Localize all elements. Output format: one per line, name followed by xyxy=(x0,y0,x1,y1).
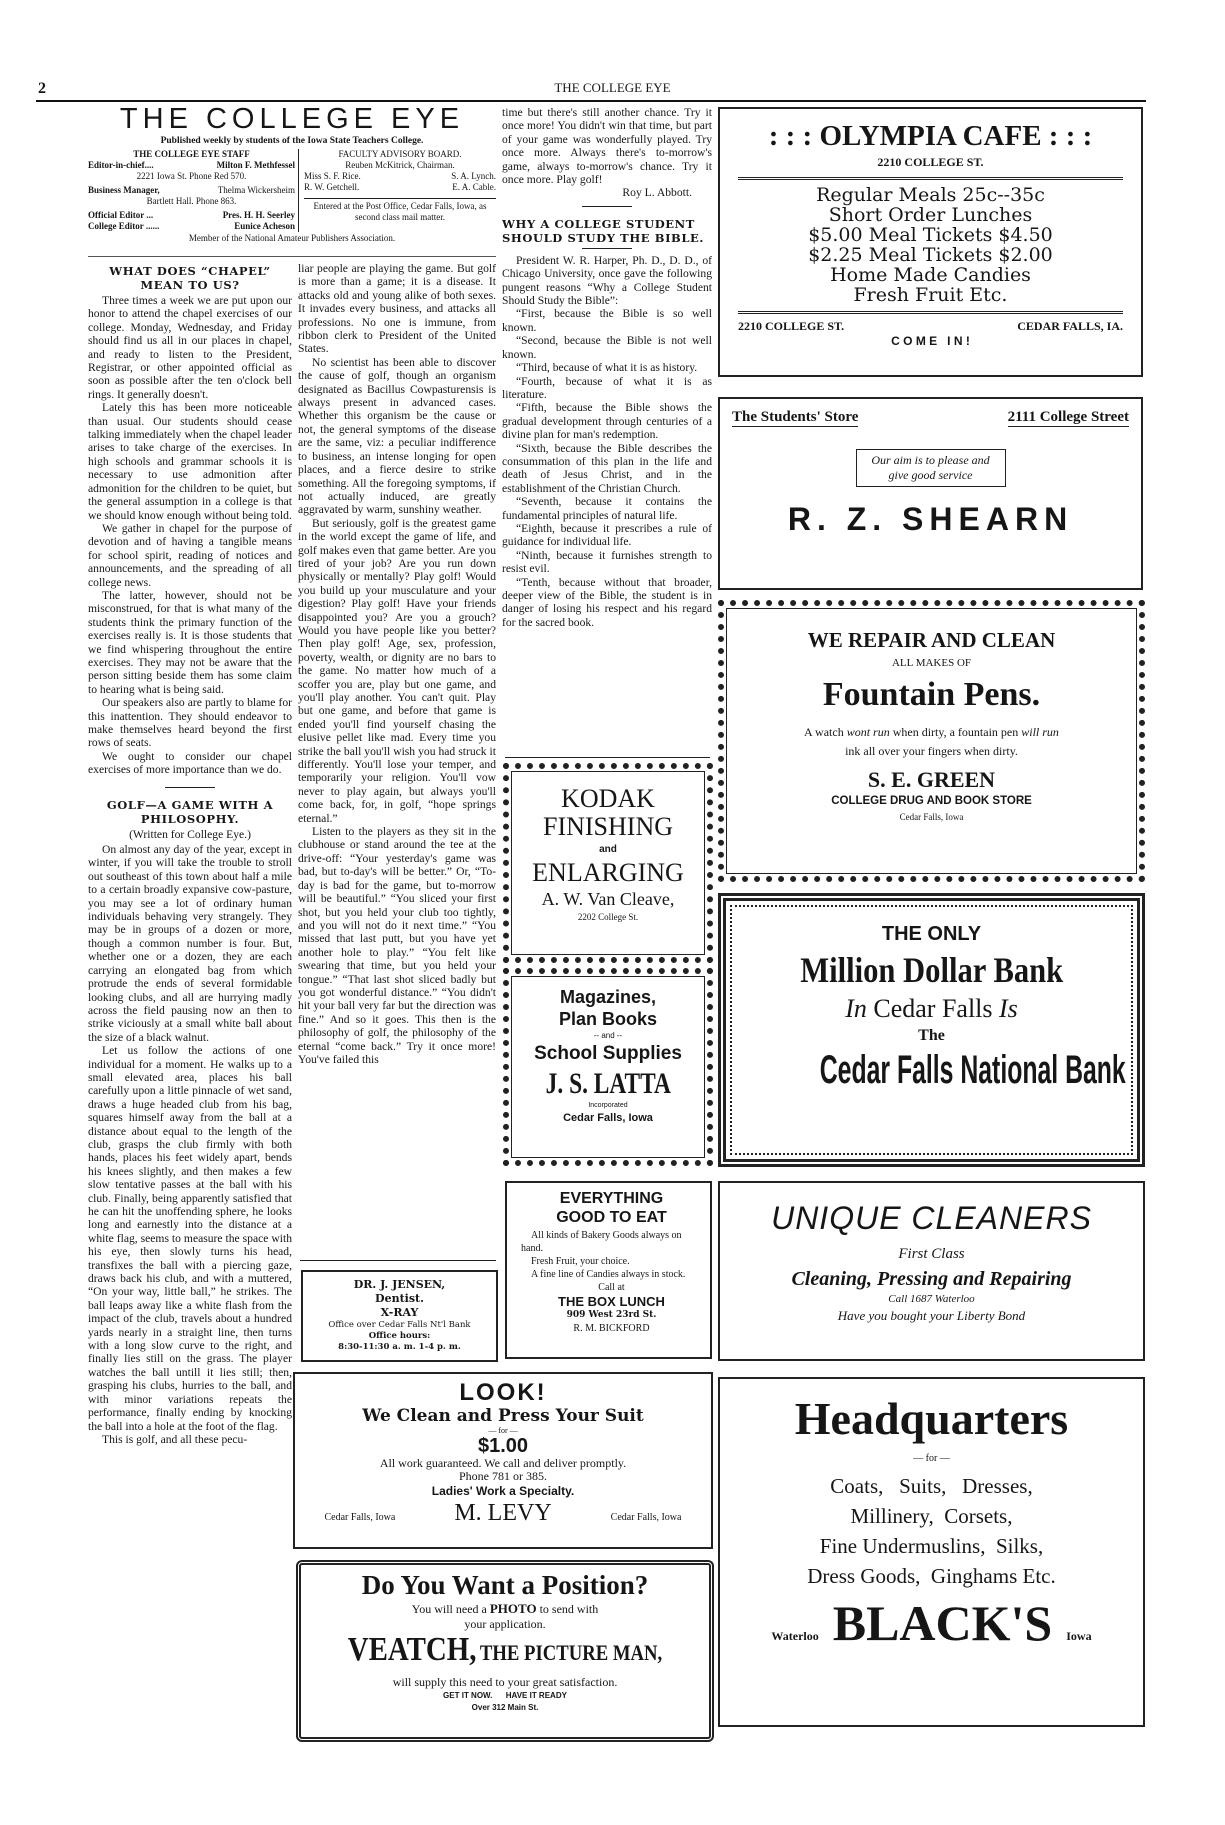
green-copy: A watch xyxy=(804,725,847,739)
article-paragraph: President W. R. Harper, Ph. D., D. D., of Chicago University, once gave the following pungent reasons “Why a College Student Should Study the Bible”: xyxy=(502,253,712,308)
box-address: 909 West 23rd St. xyxy=(566,1310,657,1320)
blacks-city: Iowa xyxy=(1066,1629,1092,1643)
separator xyxy=(582,248,632,249)
unique-line2: Cleaning, Pressing and Repairing xyxy=(791,1268,1072,1290)
shearn-motto: Our aim is to please and give good service xyxy=(856,449,1006,487)
box-text: Fresh Fruit, your choice. xyxy=(531,1256,630,1267)
ad-jensen xyxy=(301,1270,498,1362)
blacks-item: Coats, Suits, Dresses, xyxy=(830,1474,1033,1498)
levy-for: — for — xyxy=(488,1426,518,1435)
box-name: THE BOX LUNCH xyxy=(558,1294,665,1309)
bible-heading: WHY A COLLEGE STUDENT SHOULD STUDY THE BIBLE. xyxy=(502,216,705,245)
article-paragraph: “First, because the Bible is so well known. xyxy=(502,307,712,334)
article-paragraph: “Fourth, because of what it is as literature. xyxy=(502,374,712,401)
levy-city: Cedar Falls, Iowa xyxy=(610,1512,682,1523)
faculty-member: S. A. Lynch. xyxy=(451,171,496,181)
entered-notice: Entered at the Post Office, Cedar Falls, Iowa, as second class mail matter. xyxy=(313,201,487,222)
article-paragraph: We ought to consider our chapel exercises of more importance than we do. xyxy=(88,749,292,777)
latta-name xyxy=(509,1067,707,1101)
kodak-line1: KODAK xyxy=(561,784,655,813)
olympia-footer-address: 2210 COLLEGE ST. xyxy=(738,319,845,333)
faculty-heading: FACULTY ADVISORY BOARD. xyxy=(338,149,462,159)
latta-inc: Incorporated xyxy=(588,1102,628,1109)
olympia-address: 2210 COLLEGE ST. xyxy=(877,155,984,169)
olympia-item: Regular Meals 25c--35c xyxy=(816,184,1045,206)
unique-phone: Call 1687 Waterloo xyxy=(888,1293,975,1305)
green-city: Cedar Falls, Iowa xyxy=(899,812,964,822)
blacks-city: Waterloo xyxy=(771,1629,819,1643)
article-paragraph: “Second, because the Bible is not well known. xyxy=(502,334,712,361)
blacks-item: Fine Undermuslins, Silks, xyxy=(819,1534,1044,1558)
ad-green xyxy=(718,600,1145,882)
blacks-name: BLACK'S xyxy=(832,1595,1053,1651)
olympia-item: Fresh Fruit Etc. xyxy=(853,284,1008,306)
levy-phone: Phone 781 or 385. xyxy=(459,1469,547,1483)
veatch-text: will supply this need to your great satisfaction. xyxy=(392,1675,618,1689)
veatch-text: your application. xyxy=(464,1617,546,1631)
veatch-tag: THE PICTURE MAN, xyxy=(479,1640,663,1665)
olympia-item: Short Order Lunches xyxy=(828,204,1033,226)
bank-name: Cedar Falls National Bank xyxy=(819,1048,1126,1092)
box-call: Call at xyxy=(598,1282,625,1293)
green-line2: ALL MAKES OF xyxy=(891,657,972,669)
green-copy: ink all over your fingers when dirty. xyxy=(845,744,1018,758)
article-paragraph: “Fifth, because the Bible shows the gradual development through centuries of a divine plan for man's redemption. xyxy=(502,401,712,442)
box-text: All kinds of Bakery Goods always on hand. xyxy=(521,1230,682,1254)
article-paragraph: “Eighth, because it prescribes a rule of guidance for individual life. xyxy=(502,521,712,549)
college-label: College Editor ...... xyxy=(88,221,160,231)
article-paragraph: Let us follow the actions of one individual for a moment. He walks up to a small elevated area, places his ball carefully upon a little pinnacle of wet sand, draws a huge headed club from his bag, squares himself away from the ball at a distance about equal to the length of the club, grasps the club firmly with both hands, places his feet widely apart, bends his knees slightly, and then makes a few slow tentative passes at the ball with his club. Finally, being apparently satisfied that he can hit the unoffending sphere, he looks long and earnestly into the distance at a white flag, seems to measure the space with his eye, then slowly turns his head, transfixes the ball with a piercing gaze, draws back his club, and with a muttered, “On your way, little ball,” he strikes. The ball leaps away like a white flash from the impact of the club, travels about a hundred yards nearly in a straight line, then turns with a long slow curve to the right, and finally lies still on the grass. The player watches the ball untill it lies still; then, grasping his clubs, hurries to the ball, and with minor variations repeats the performance, finally ending by knocking the ball into a hole at the foot of the flag. xyxy=(88,1044,292,1433)
staff-heading: THE COLLEGE EYE STAFF xyxy=(133,149,250,159)
jensen-title: Dentist. xyxy=(375,1292,424,1305)
bank-line4: The xyxy=(918,1027,945,1044)
editor-label: Editor-in-chief.... xyxy=(88,160,154,170)
ad-kodak xyxy=(503,763,713,963)
veatch-photo: PHOTO xyxy=(489,1601,537,1616)
green-line3: Fountain Pens. xyxy=(822,676,1041,713)
green-copy: wont run xyxy=(846,725,890,739)
business-label: Business Manager, xyxy=(88,185,160,195)
masthead-title: THE COLLEGE EYE xyxy=(119,103,465,135)
levy-look: LOOK! xyxy=(459,1379,547,1406)
bank-line3: Is xyxy=(999,994,1018,1023)
bank-line2: Million Dollar Bank xyxy=(800,950,1063,990)
box-line2: GOOD TO EAT xyxy=(556,1209,667,1226)
green-copy: will run xyxy=(1021,725,1059,739)
page-number: 2 xyxy=(38,80,46,97)
official-label: Official Editor ... xyxy=(88,210,154,220)
veatch-address: Over 312 Main St. xyxy=(471,1703,539,1712)
green-store: COLLEGE DRUG AND BOOK STORE xyxy=(831,795,1032,807)
olympia-title: : : : OLYMPIA CAFE : : : xyxy=(768,120,1093,152)
unique-line1: First Class xyxy=(898,1246,965,1262)
blacks-item: Millinery, Corsets, xyxy=(850,1504,1013,1528)
ad-olympia xyxy=(718,107,1143,377)
veatch-get: GET IT NOW. xyxy=(443,1691,493,1700)
veatch-headline: Do You Want a Position? xyxy=(361,1570,649,1600)
article-paragraph: But seriously, golf is the greatest game in the world except the game of life, and golf makes even that game better. Are you tired of your job? Are you run down physically or mentally? Play golf! Would you build up your musculature and your digestion? Play golf! Have your friends disappointed you? Are you a grouch? Would you have people like you better? Then play golf! Age, sex, profession, poverty, wealth, or dignity are no bars to the game. No matter how much of a scoffer you are, play but one game, and you'll play another. You can't quit. Play but one game, and before that game is ended you'll find yourself chasing the elusive pellet like mad. Every time you strike the ball you'll wish you had struck it differently. You'll lose your temper, and temporarily your religion. You'll vow never to play again, but always you'll come back, for, in golf, “hope springs eternal.” xyxy=(298,516,496,825)
article-paragraph: The latter, however, should not be misconstrued, for that is what many of the students think the primary function of the exercises really is. It is those students that we find whispering throughout the entire exercises. They may not be aware that the person sitting beside them has some claim to hearing what is being said. xyxy=(88,588,292,696)
editor-address: 2221 Iowa St. Phone Red 570. xyxy=(136,171,247,181)
blacks-headline: Headquarters xyxy=(794,1393,1069,1444)
official-name: Pres. H. H. Seerley xyxy=(222,210,295,220)
jensen-name: DR. J. JENSEN, xyxy=(353,1278,446,1291)
column-1 xyxy=(88,262,292,1762)
blacks-item: Dress Goods, Ginghams Etc. xyxy=(807,1564,1056,1588)
olympia-item: $2.25 Meal Tickets $2.00 xyxy=(808,244,1053,266)
business-name: Thelma Wickersheim xyxy=(217,185,295,195)
latta-and: -- and -- xyxy=(593,1031,623,1040)
article-paragraph: Listen to the players as they sit in the clubhouse or stand around the tee at the drive-off: “Your yesterday's game was bad, but to-day's will be better.” Or, “To-day is bad for the game, but to-morrow will be beautiful.” “You sliced your first shot, but you held your club too tightly, and you will not do it next time.” “You missed that last putt, but you have yet another hole to play.” “You felt like swearing that time, but you held your tongue.” “That last shot sliced badly but you got wonderful distance.” “You didn't hit your ball very far but the direction was fine.” And so it goes. This then is the philosophy of golf, the philosophy of the eternal “come back.” Try it once more! You've failed this xyxy=(298,825,496,1066)
faculty-member: R. W. Getchell. xyxy=(304,182,360,192)
column-3 xyxy=(502,106,712,756)
article-paragraph: On almost any day of the year, except in winter, if you will take the trouble to stroll out southeast of this town about half a mile to a certain broadly expansive cow-pasture, you may see a lot of ordinary human individuals behaving very strangely. They may be in groups of a dozen or more, though a common number is four. But, whether one or a dozen, they are each carrying an elongated bag from which protrude the ends of several formidable looking clubs, and all are hurrying madly across the field pausing now an then to strike viciously at a small white ball about the size of a black walnut. xyxy=(88,843,292,1044)
levy-headline: We Clean and Press Your Suit xyxy=(362,1406,644,1426)
article-paragraph: “Ninth, because it furnishes strength to resist evil. xyxy=(502,548,712,576)
ad-blacks xyxy=(718,1377,1145,1727)
member-notice: Member of the National Amateur Publishers Association. xyxy=(188,233,396,243)
article-paragraph: Lately this has been more noticeable than usual. Our students should cease talking immediately when the chapel leader arises to take charge of the exercises. In high schools and grammar schools it is necessary to use admonition after admonition for the children to be quiet, but the general assumption in a college is that we should know enough without being told. xyxy=(88,401,292,522)
college-name: Eunice Acheson xyxy=(234,221,295,231)
shearn-address: 2111 College Street xyxy=(1007,409,1129,425)
kodak-name: A. W. Van Cleave, xyxy=(541,889,675,909)
levy-specialty: Ladies' Work a Specialty. xyxy=(431,1484,575,1498)
article-paragraph: Three times a week we are put upon our honor to attend the chapel exercises of our college. Monday, Wednesday, and Friday should find us all in our places in chapel, and ready to listen to the President, Registrar, or other appointed official as soon as possible after the ten o'clock bell rings. It generally doesn't. xyxy=(88,294,292,401)
masthead-subtitle: Published weekly by students of the Iowa State Teachers College. xyxy=(160,136,424,146)
shearn-store: The Students' Store xyxy=(732,409,859,425)
unique-bond: Have you bought your Liberty Bond xyxy=(837,1308,1026,1323)
box-line1: EVERYTHING xyxy=(559,1190,664,1207)
olympia-item: $5.00 Meal Tickets $4.50 xyxy=(808,224,1053,246)
article-paragraph: This is golf, and all these pecu- xyxy=(102,1432,248,1446)
golf-heading: GOLF—A GAME WITH A PHILOSOPHY. xyxy=(106,797,274,826)
veatch-text: You will need a xyxy=(411,1602,490,1616)
jensen-hours-label: Office hours: xyxy=(368,1331,431,1341)
article-paragraph: liar people are playing the game. But golf is more than a game; it is a disease. It attacks old and young alike of both sexes. It invades every business, and attacks all professions. No one is immune, from ribbon clerk to President of the United States. xyxy=(298,262,496,356)
veatch-have: HAVE IT READY xyxy=(505,1691,567,1700)
jensen-hours: 8:30-11:30 a. m. 1-4 p. m. xyxy=(338,1342,461,1352)
business-address: Bartlett Hall. Phone 863. xyxy=(146,196,237,206)
veatch-name: VEATCH, xyxy=(347,1631,477,1668)
green-copy: when dirty, a fountain pen xyxy=(889,725,1022,739)
bank-line3: In xyxy=(845,994,867,1023)
divider xyxy=(300,1260,496,1261)
latta-name-text: J. S. LATTA xyxy=(545,1067,671,1100)
article-paragraph: “Tenth, because without that broader, deeper view of the Bible, the student is in danger of losing his respect and his regard for the sacred book. xyxy=(502,575,712,629)
latta-line1: Magazines, xyxy=(559,987,657,1007)
article-paragraph: time but there's still another chance. Try it once more! You didn't win that time, but part of your game was wonderfully played. Try once more. Always there's to-morrow's game, always to-morrow's chance. Try it once more. Play golf! xyxy=(502,106,712,187)
ad-levy xyxy=(293,1372,713,1549)
jensen-service: X-RAY xyxy=(380,1306,419,1319)
unique-name: UNIQUE CLEANERS xyxy=(771,1200,1092,1236)
kodak-line2: FINISHING xyxy=(543,812,673,841)
editor-name: Milton F. Methfessel xyxy=(216,160,295,170)
veatch-text: to send with xyxy=(536,1602,599,1616)
shearn-name: R. Z. SHEARN xyxy=(787,501,1074,537)
kodak-and: and xyxy=(599,844,617,855)
latta-city: Cedar Falls, Iowa xyxy=(563,1112,653,1124)
latta-line3: School Supplies xyxy=(534,1043,682,1064)
faculty-member: E. A. Cable. xyxy=(452,182,496,192)
latta-line2: Plan Books xyxy=(558,1009,658,1029)
olympia-footer-city: CEDAR FALLS, IA. xyxy=(1017,319,1123,333)
blacks-for: — for — xyxy=(913,1453,950,1464)
green-name: S. E. GREEN xyxy=(867,767,996,792)
levy-city: Cedar Falls, Iowa xyxy=(324,1512,396,1523)
bank-line1: THE ONLY xyxy=(881,923,982,945)
ad-veatch xyxy=(296,1560,714,1742)
green-line1: WE REPAIR AND CLEAN xyxy=(807,628,1056,652)
article-paragraph: “Sixth, because the Bible describes the consummation of this plan in the life and death of Jesus Christ, and in the establishment of the Christian Church. xyxy=(502,441,712,495)
masthead xyxy=(88,104,496,254)
ad-latta xyxy=(503,968,713,1166)
ad-shearn xyxy=(718,397,1143,590)
article-paragraph: “Third, because of what it is as history. xyxy=(516,361,698,375)
faculty-chair: Reuben McKitrick, Chairman. xyxy=(345,160,455,170)
article-paragraph: “Seventh, because it contains the fundamental principles of natural life. xyxy=(502,495,712,522)
levy-name: M. LEVY xyxy=(454,1500,552,1526)
bank-line3: Cedar Falls xyxy=(866,994,1000,1023)
golf-author: Roy L. Abbott. xyxy=(622,186,692,200)
ad-bank xyxy=(718,893,1145,1167)
separator xyxy=(582,206,632,207)
ad-box-lunch xyxy=(505,1181,712,1359)
article-paragraph: No scientist has been able to discover the cause of golf, though an organism designated as Bacillus Cowpasturensis is always present in advanced cases. Whether this organism be the cause or not, the general symptoms of the disease are the same, viz: a peculiar indifference to business, an intense longing for open places, and a fierce desire to strike something. All the foregoing symptoms, if not actually induced, are greatly aggravated by warm, sunshiny weather. xyxy=(298,355,496,517)
jensen-office: Office over Cedar Falls Nt'l Bank xyxy=(328,1320,471,1330)
article-paragraph: Our speakers also are partly to blame for this inattention. They should endeavor to make themselves heard beyond the first rows of seats. xyxy=(88,696,292,750)
kodak-line3: ENLARGING xyxy=(532,858,684,887)
levy-line1: All work guaranteed. We call and deliver promptly. xyxy=(379,1456,627,1470)
olympia-come-in: C O M E I N ! xyxy=(891,334,970,348)
chapel-heading: WHAT DOES “CHAPEL” MEAN TO US? xyxy=(109,264,271,292)
article-paragraph: We gather in chapel for the purpose of devotion and of having a tangible means for school spirit, reading of notices and announcements, and the spreading of all college news. xyxy=(88,521,292,589)
running-title: THE COLLEGE EYE xyxy=(554,80,671,95)
column-2 xyxy=(298,262,496,1257)
ad-unique xyxy=(718,1181,1145,1361)
kodak-address: 2202 College St. xyxy=(577,912,639,922)
header-rule xyxy=(36,100,1146,102)
divider xyxy=(505,757,710,758)
olympia-item: Home Made Candies xyxy=(830,264,1031,286)
masthead-rule xyxy=(88,256,496,257)
box-owner: R. M. BICKFORD xyxy=(573,1323,650,1334)
box-text: A fine line of Candies always in stock. xyxy=(531,1269,686,1280)
levy-price: $1.00 xyxy=(477,1435,529,1457)
faculty-member: Miss S. F. Rice. xyxy=(304,171,361,181)
golf-byline: (Written for College Eye.) xyxy=(129,827,251,841)
separator xyxy=(165,787,215,788)
